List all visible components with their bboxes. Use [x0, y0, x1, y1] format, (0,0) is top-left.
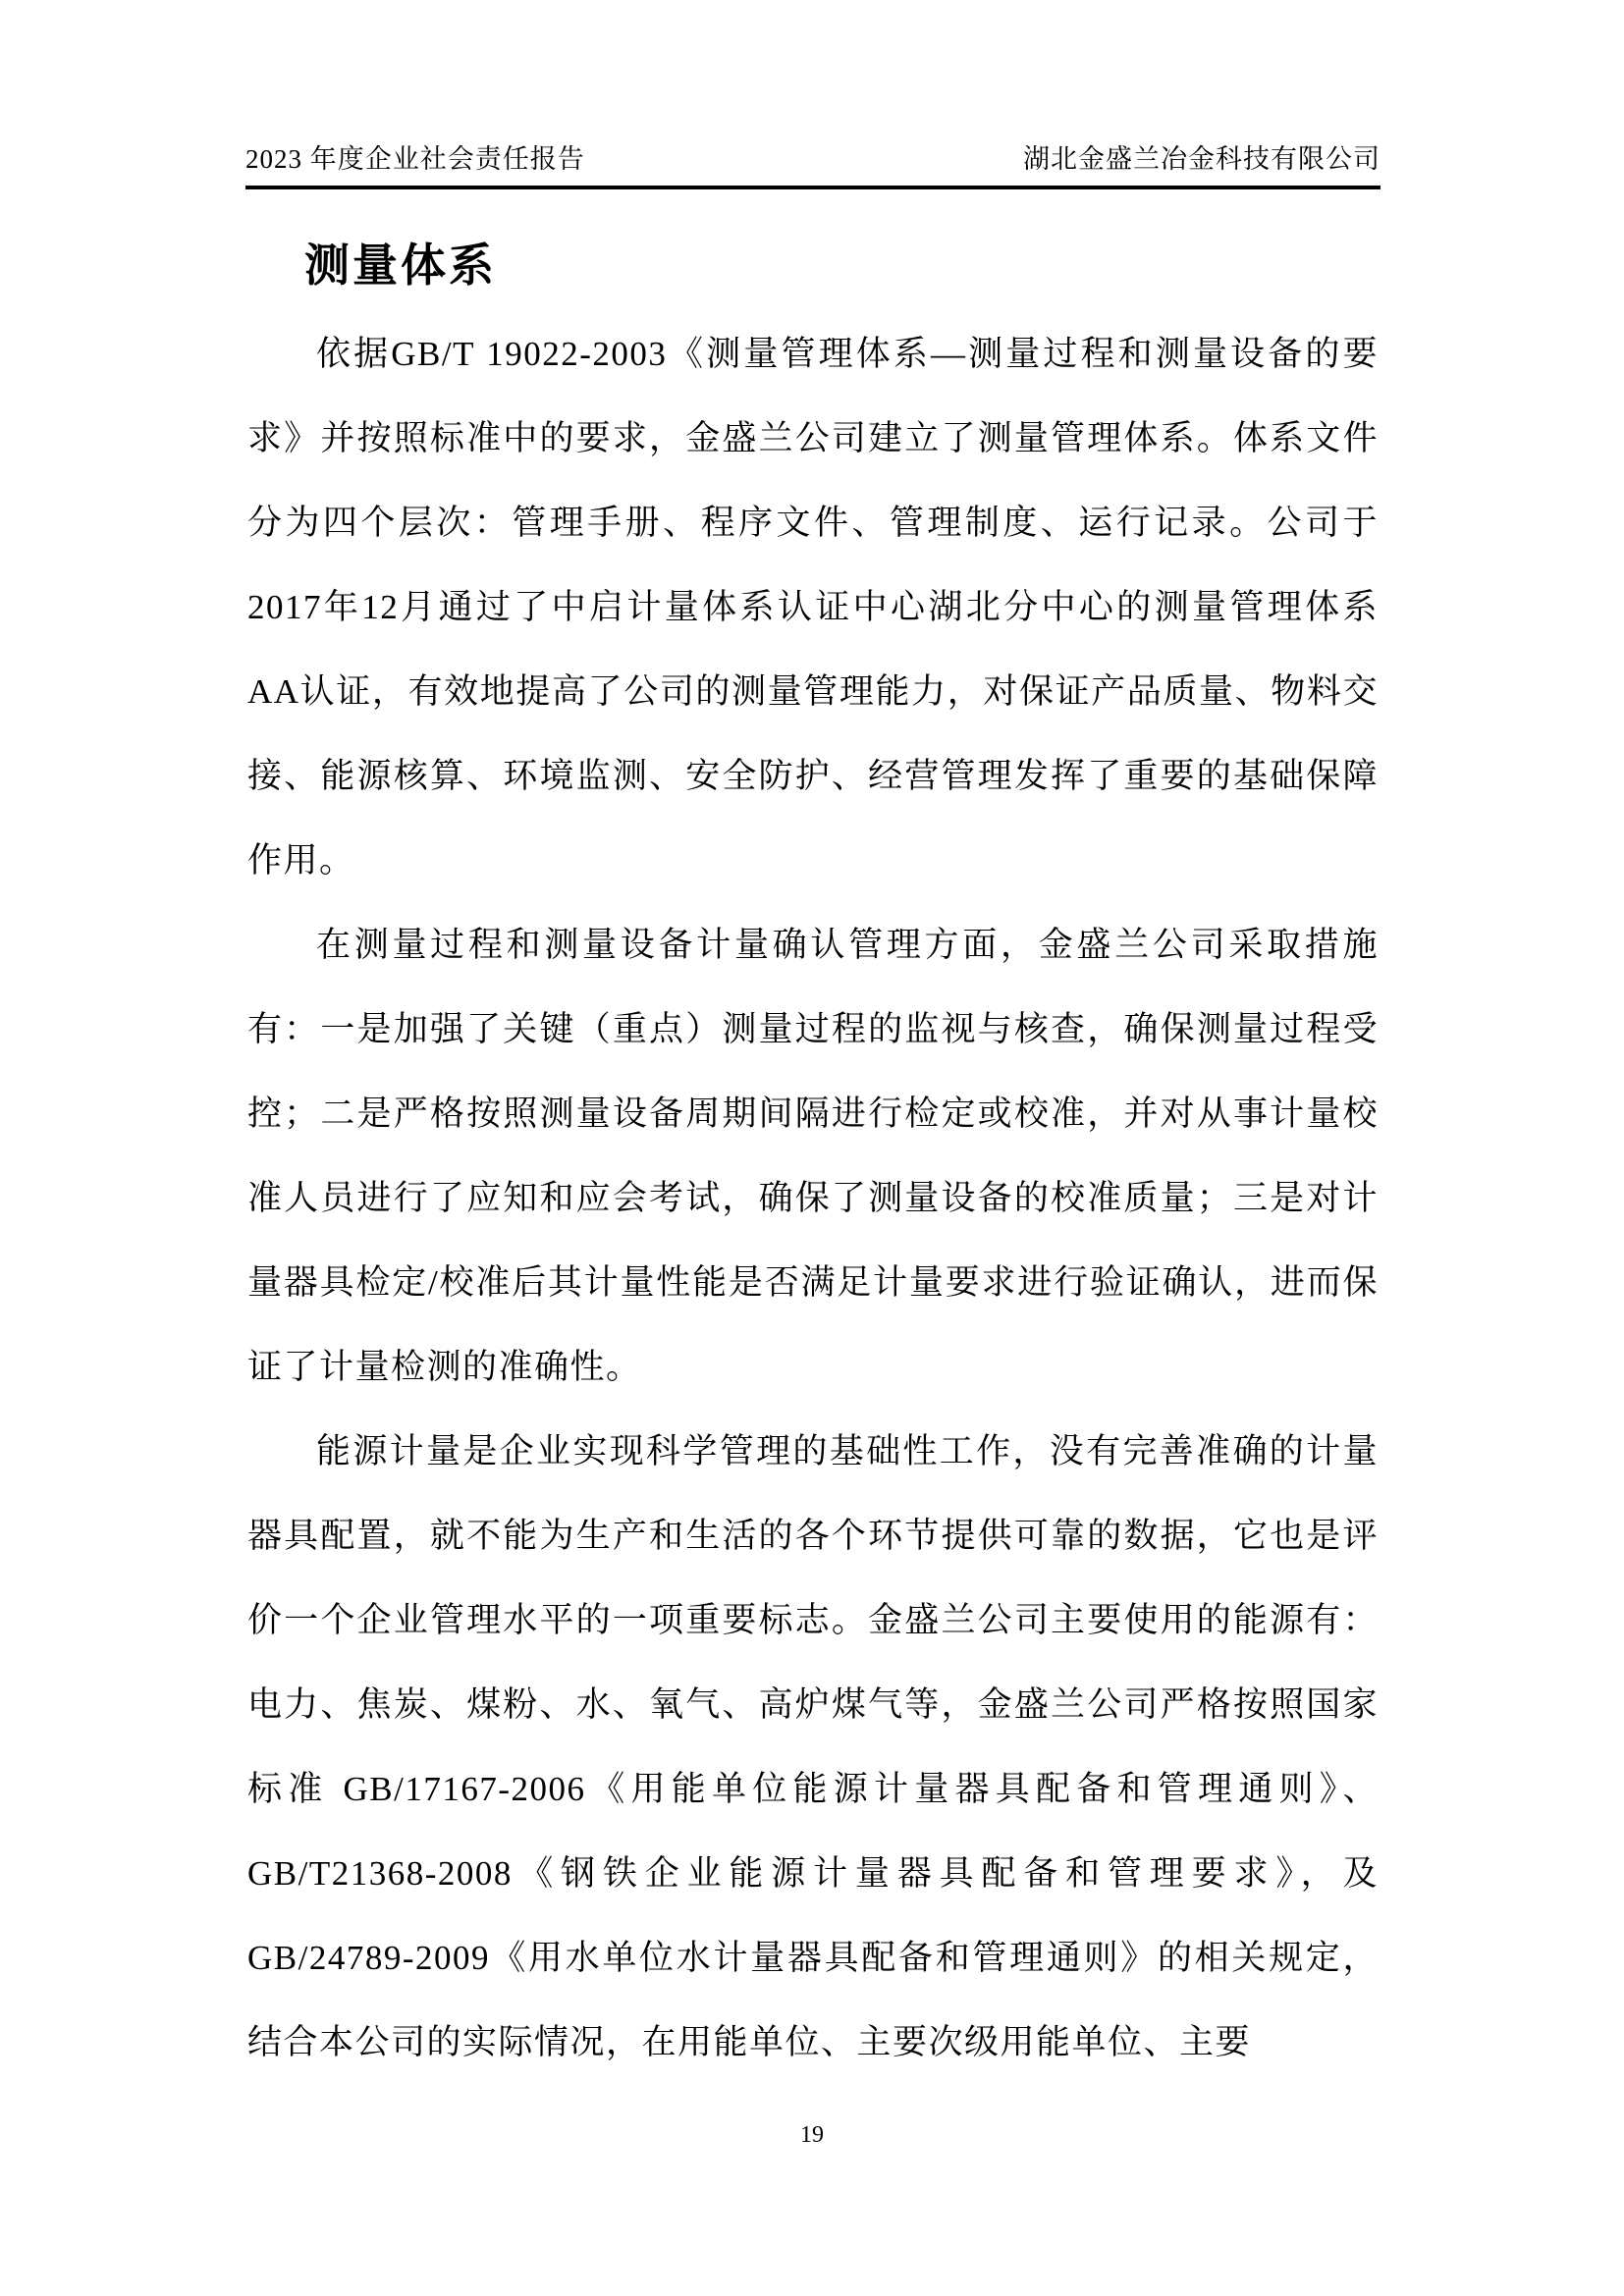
page-header — [245, 137, 1380, 189]
paragraph-measurement-confirmation: 在测量过程和测量设备计量确认管理方面，金盛兰公司采取措施有：一是加强了关键（重点）测量过程的监视与核查，确保测量过程受控；二是严格按照测量设备周期间隔进行检定或校准，并对从事计量校准人员进行了应知和应会考试，确保了测量设备的校准质量；三是对计量器具检定/校准后其计量性能是否满足计量要求进行验证确认，进而保证了计量检测的准确性。 — [247, 926, 1379, 1386]
paragraph-energy-metering: 能源计量是企业实现科学管理的基础性工作，没有完善准确的计量器具配置，就不能为生产和生活的各个环节提供可靠的数据，它也是评价一个企业管理水平的一项重要标志。金盛兰公司主要使用的能源有：电力、焦炭、煤粉、水、氧气、高炉煤气等，金盛兰公司严格按照国家标准 GB/17167-2006《用能单位能源计量器具配备和管理通则》、GB/T21368-2008《钢铁企业能源计量器具配备和管理要求》，及 GB/24789-2009《用水单位水计量器具配备和管理通则》的相关规定，结合本公司的实际情况，在用能单位、主要次级用能单位、主要 — [247, 1432, 1379, 2061]
body-text — [247, 312, 1379, 2085]
paragraph-measurement-system: 依据GB/T 19022-2003《测量管理体系—测量过程和测量设备的要求》并按照标准中的要求，金盛兰公司建立了测量管理体系。体系文件分为四个层次：管理手册、程序文件、管理制度、运行记录。公司于2017年12月通过了中启计量体系认证中心湖北分中心的测量管理体系AA认证，有效地提高了公司的测量管理能力，对保证产品质量、物料交接、能源核算、环境监测、安全防护、经营管理发挥了重要的基础保障作用。 — [247, 335, 1379, 880]
header-company-name: 湖北金盛兰冶金科技有限公司 — [1023, 144, 1380, 174]
section-title: 测量体系 — [304, 238, 497, 292]
header-report-title: 2023 年度企业社会责任报告 — [245, 144, 585, 174]
page-number: 19 — [800, 2122, 824, 2148]
